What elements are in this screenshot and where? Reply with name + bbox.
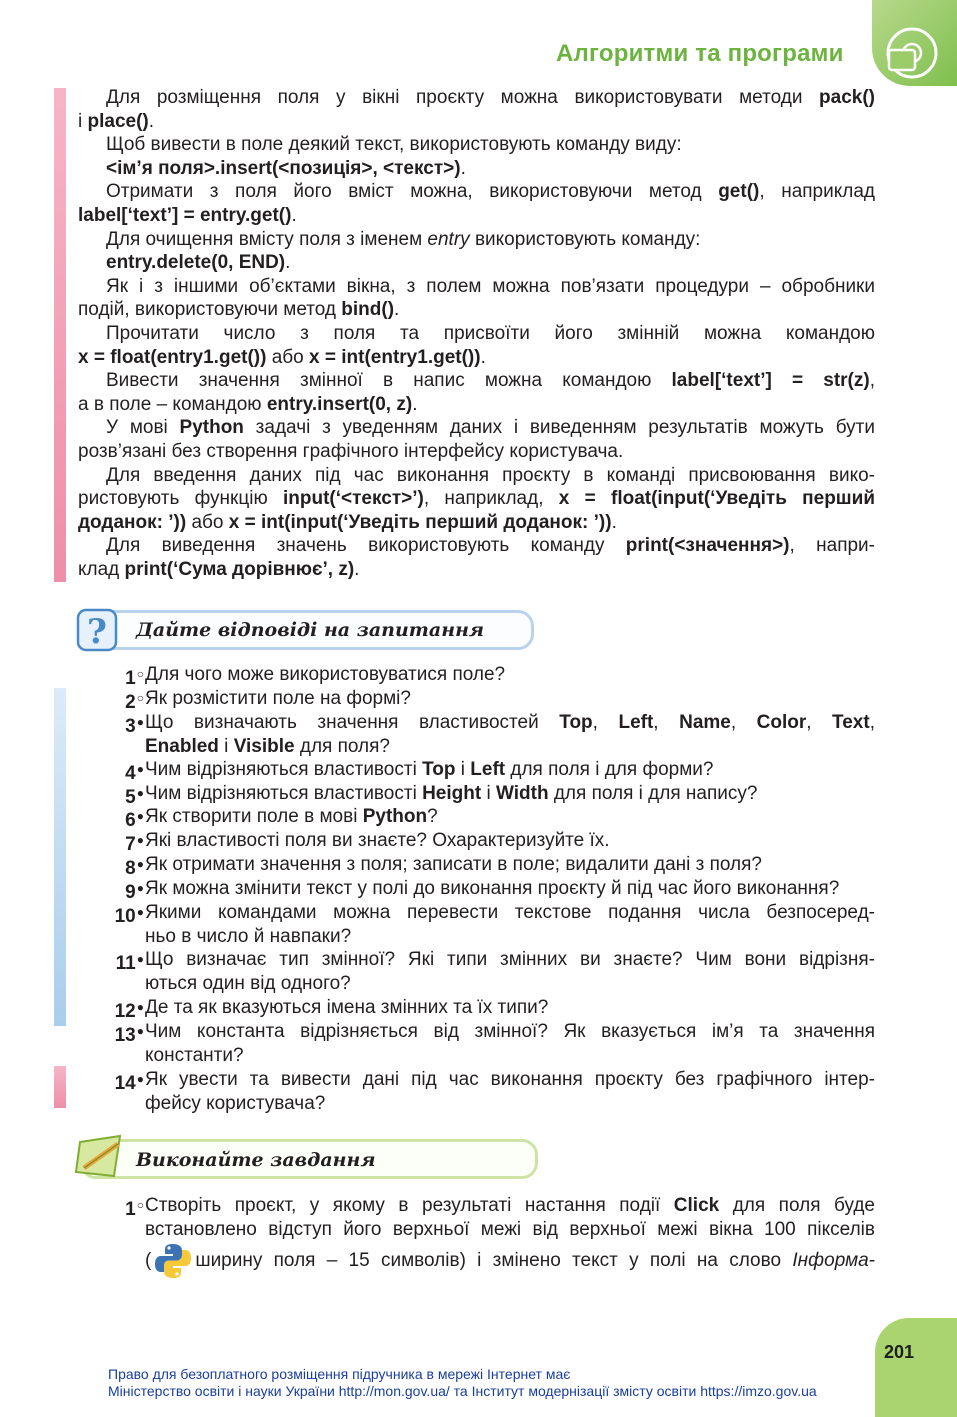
text-run: Як можна змінити текст у полі до виконання проєкту й під час його виконання? <box>145 878 840 899</box>
text-run: Як отримати значення з поля; записати в поле; видалити дані з поля? <box>145 854 762 875</box>
text-run: Як увести та вивести дані під час виконання проєкту без графічного інтер- <box>145 1069 875 1090</box>
page-number-tab <box>875 1318 957 1417</box>
text-run: . <box>412 393 418 415</box>
text-run: . <box>285 252 291 274</box>
text-run: , наприклад <box>759 181 875 203</box>
text-run: а в поле – командою <box>78 393 267 415</box>
question-text-line <box>145 853 875 877</box>
body-line <box>78 416 875 440</box>
text-run: для поля? <box>294 735 390 757</box>
task-line-2 <box>145 1218 875 1242</box>
question-item <box>78 782 875 806</box>
question-text-line <box>145 901 875 925</box>
question-text-line <box>145 948 875 972</box>
question-text-line <box>145 1020 875 1044</box>
text-run: використовують команду: <box>469 228 701 250</box>
text-run: Left <box>470 759 506 780</box>
question-number: 11● <box>115 952 144 974</box>
text-run: ристовують функцію <box>78 488 283 510</box>
questions-title: Дайте відповіді на запитання <box>136 619 485 641</box>
text-run: Для очищення вмісту поля з іменем <box>106 228 428 250</box>
text-run: Як і з іншими об’єктами вікна, з полем можна пов’язати процедури – обробники <box>106 275 875 297</box>
text-run: Top <box>422 759 456 780</box>
body-line <box>78 275 875 299</box>
text-run: x = int(entry1.get()) <box>309 346 481 368</box>
body-line <box>78 346 875 370</box>
body-line <box>78 393 875 417</box>
question-number: 8● <box>125 857 144 879</box>
text-run: Вивести значення змінної в напис можна командою <box>106 370 672 392</box>
footer-line-2: Міністерство освіти і науки України http://mon.gov.ua/ та Інститут модернізації змісту освіти https://imzo.gov.ua <box>108 1383 817 1399</box>
text-run: Для виведення значень використовують команду <box>106 535 626 557</box>
text-run: place() <box>87 110 149 132</box>
question-item <box>78 663 875 687</box>
body-line <box>78 322 875 346</box>
text-run: Width <box>495 783 549 804</box>
text-run: клад <box>78 558 125 580</box>
question-text-line <box>145 1044 875 1068</box>
question-text-line <box>145 758 875 782</box>
accent-bar-blue <box>54 688 66 1026</box>
text-run: і <box>218 735 234 757</box>
body-text <box>78 86 875 581</box>
text-run: Прочитати число з поля та присвоїти його змінній можна командою <box>106 322 875 344</box>
question-text-line <box>145 805 875 829</box>
text-run: bind() <box>341 299 395 321</box>
text-run: , <box>730 712 757 733</box>
task-line-1 <box>145 1194 875 1218</box>
question-text-line <box>145 925 875 949</box>
question-text-line <box>145 972 875 996</box>
text-run: . <box>460 157 466 179</box>
body-line <box>78 369 875 393</box>
body-line <box>78 558 875 582</box>
question-item <box>78 1068 875 1115</box>
text-run: і <box>455 759 471 780</box>
text-run: Якими командами можна перевести текстове подання числа безпосеред- <box>145 902 875 923</box>
text-run: print(<значення>) <box>625 535 790 557</box>
body-line <box>78 440 875 464</box>
text-run: . <box>480 346 486 368</box>
question-text-line <box>145 687 875 711</box>
question-item <box>78 996 875 1020</box>
question-item <box>78 758 875 782</box>
text-run: x = float(entry1.get()) <box>78 346 267 368</box>
text-run: Як розмістити поле на формі? <box>145 688 411 709</box>
text-run: Що визначають значення властивостей <box>145 712 560 733</box>
body-line <box>78 228 875 252</box>
text-run: Чим відрізняються властивості <box>145 759 423 780</box>
text-run: get() <box>718 181 760 203</box>
text-run: Чим константа відрізняється від змінної? Як вказується ім’я та значення <box>145 1021 875 1042</box>
question-number: 3● <box>125 715 144 737</box>
question-text-line <box>145 829 875 853</box>
question-text-line <box>145 996 875 1020</box>
text-run: x = float(input(‘Уведіть перший <box>558 488 875 510</box>
question-item <box>78 901 875 948</box>
text-run: для поля і для напису? <box>548 783 758 804</box>
text-run: . <box>394 299 400 321</box>
question-number: 5● <box>125 786 144 808</box>
text-run: , <box>653 712 680 733</box>
question-number: 14● <box>114 1072 144 1094</box>
question-text-line <box>145 1068 875 1092</box>
question-item <box>78 948 875 995</box>
text-run: , <box>806 712 833 733</box>
body-line <box>78 110 875 134</box>
text-run: Left <box>618 712 654 733</box>
text-run: pack() <box>819 87 875 108</box>
body-line <box>78 180 875 204</box>
body-line <box>78 298 875 322</box>
text-run: Створіть проєкт, у якому в результаті настання події <box>145 1195 674 1216</box>
python-logo-icon <box>153 1242 193 1280</box>
text-run: Visible <box>233 735 295 757</box>
text-run: фейсу користувача? <box>145 1092 326 1114</box>
text-run: Enabled <box>145 735 219 757</box>
body-line <box>78 511 875 535</box>
text-run: для поля і для форми? <box>505 759 714 780</box>
text-run: label[‘text’] = entry.get() <box>78 204 292 226</box>
text-run: або <box>186 511 229 533</box>
question-text-line <box>145 1092 875 1116</box>
text-run: entry <box>427 228 470 250</box>
text-run: подій, використовуючи метод <box>78 299 342 321</box>
question-number: 1○ <box>125 667 144 689</box>
text-run: Як створити поле в мові <box>145 806 363 827</box>
pencil-ruler-icon <box>74 1132 128 1182</box>
footer-line-1: Право для безоплатного розміщення підручника в мережі Інтернет має <box>108 1366 571 1382</box>
question-text-line <box>145 663 875 687</box>
text-run: і <box>481 783 496 804</box>
text-run: entry.insert(0, z) <box>266 393 413 415</box>
text-run: , <box>869 712 875 733</box>
svg-text:?: ? <box>87 612 107 652</box>
text-run: для поля буде <box>719 1195 875 1216</box>
body-line <box>78 534 875 558</box>
question-number: 10● <box>114 905 144 927</box>
body-line <box>78 86 875 110</box>
question-text-line <box>145 735 875 759</box>
question-number: 7● <box>125 833 144 855</box>
question-item <box>78 1020 875 1067</box>
question-text-line <box>145 877 875 901</box>
body-line <box>78 251 875 275</box>
text-run: Отримати з поля його вміст можна, використовуючи метод <box>106 181 719 203</box>
text-run: . <box>354 558 360 580</box>
task-item <box>78 1194 875 1273</box>
text-run: <ім’я поля>.insert(<позиція>, <текст>) <box>106 157 461 179</box>
question-item <box>78 877 875 901</box>
body-line <box>78 464 875 488</box>
text-run: ються один від одного? <box>145 972 351 994</box>
text-run: задачі з уведенням даних і виведенням результатів можуть бути <box>243 417 875 439</box>
text-run: . <box>611 511 617 533</box>
text-run: доданок: ’)) <box>78 511 187 533</box>
task-number: 1○ <box>125 1198 144 1220</box>
question-number: 9● <box>125 881 144 903</box>
text-run: ? <box>427 806 438 827</box>
text-run: Для розміщення поля у вікні проєкту можна використовувати методи <box>106 87 820 108</box>
page-number: 201 <box>884 1342 915 1362</box>
question-text-line <box>145 782 875 806</box>
text-run: ширину поля – 15 символів) і змінено текст у полі на слово <box>195 1250 793 1272</box>
text-run: розв’язані без створення графічного інтерфейсу користувача. <box>78 440 624 462</box>
text-run: або <box>266 346 310 368</box>
accent-bar-pink-2 <box>54 1066 66 1108</box>
text-run: встановлено відступ його верхньої межі від верхньої межі вікна 100 пікселів <box>145 1218 875 1240</box>
text-run: Click <box>673 1195 720 1216</box>
text-run: Інформа- <box>792 1250 875 1272</box>
text-run: , наприклад, <box>423 488 559 510</box>
question-number: 12● <box>114 1000 144 1022</box>
question-number: 2○ <box>125 691 144 713</box>
text-run: У мові <box>106 417 180 439</box>
text-run: Python <box>362 806 428 827</box>
computer-disc-icon <box>883 24 941 82</box>
question-number: 4● <box>125 762 144 784</box>
text-run: label[‘text’] = str(z) <box>671 370 870 392</box>
question-number: 6● <box>125 809 144 831</box>
text-run: Python <box>179 417 244 439</box>
text-run: print(‘Сума дорівнює’, z) <box>124 558 355 580</box>
text-run: ньо в число й навпаки? <box>145 925 352 947</box>
text-run: . <box>291 204 297 226</box>
text-run: Які властивості поля ви знаєте? Охарактеризуйте їх. <box>145 830 610 851</box>
task-line-3: ( ширину поля – 15 символів) і змінено текст у полі на слово Інформа- <box>145 1249 875 1273</box>
text-run: Top <box>559 712 593 733</box>
text-run: x = int(input(‘Уведіть перший доданок: ’)) <box>228 511 612 533</box>
body-line <box>78 157 875 181</box>
text-run: Text <box>832 712 870 733</box>
text-run: , <box>869 370 875 392</box>
text-run: entry.delete(0, END) <box>106 252 286 274</box>
text-run: Name <box>679 712 731 733</box>
body-line <box>78 133 875 157</box>
text-run: Для чого може використовуватися поле? <box>145 664 506 685</box>
question-item <box>78 853 875 877</box>
text-run: Де та як вказуються імена змінних та їх типи? <box>145 997 549 1018</box>
text-run: Що визначає тип змінної? Які типи змінних ви знаєте? Чим вони відрізня- <box>145 949 875 970</box>
body-line <box>78 204 875 228</box>
text-run: Чим відрізняються властивості <box>145 783 423 804</box>
text-run: і <box>78 110 88 132</box>
text-run: input(‘<текст>’) <box>283 488 424 510</box>
text-run: Щоб вивести в поле деякий текст, використовують команду виду: <box>106 134 682 156</box>
accent-bar-pink <box>54 88 66 582</box>
question-text-line <box>145 711 875 735</box>
question-item <box>78 711 875 758</box>
question-mark-icon <box>74 606 122 654</box>
text-run: . <box>148 110 155 132</box>
chapter-title: Алгоритми та програми <box>556 40 844 67</box>
text-run: Color <box>756 712 807 733</box>
text-run: Height <box>422 783 482 804</box>
tasks-title: Виконайте завдання <box>136 1149 376 1171</box>
body-line <box>78 487 875 511</box>
text-run: , <box>592 712 619 733</box>
question-item <box>78 687 875 711</box>
text-run: , напри- <box>789 535 875 557</box>
question-item <box>78 805 875 829</box>
question-item <box>78 829 875 853</box>
text-run: Для введення даних під час виконання проєкту в команді присвоювання вико- <box>106 464 875 486</box>
question-number: 13● <box>114 1024 144 1046</box>
text-run: константи? <box>145 1044 244 1066</box>
